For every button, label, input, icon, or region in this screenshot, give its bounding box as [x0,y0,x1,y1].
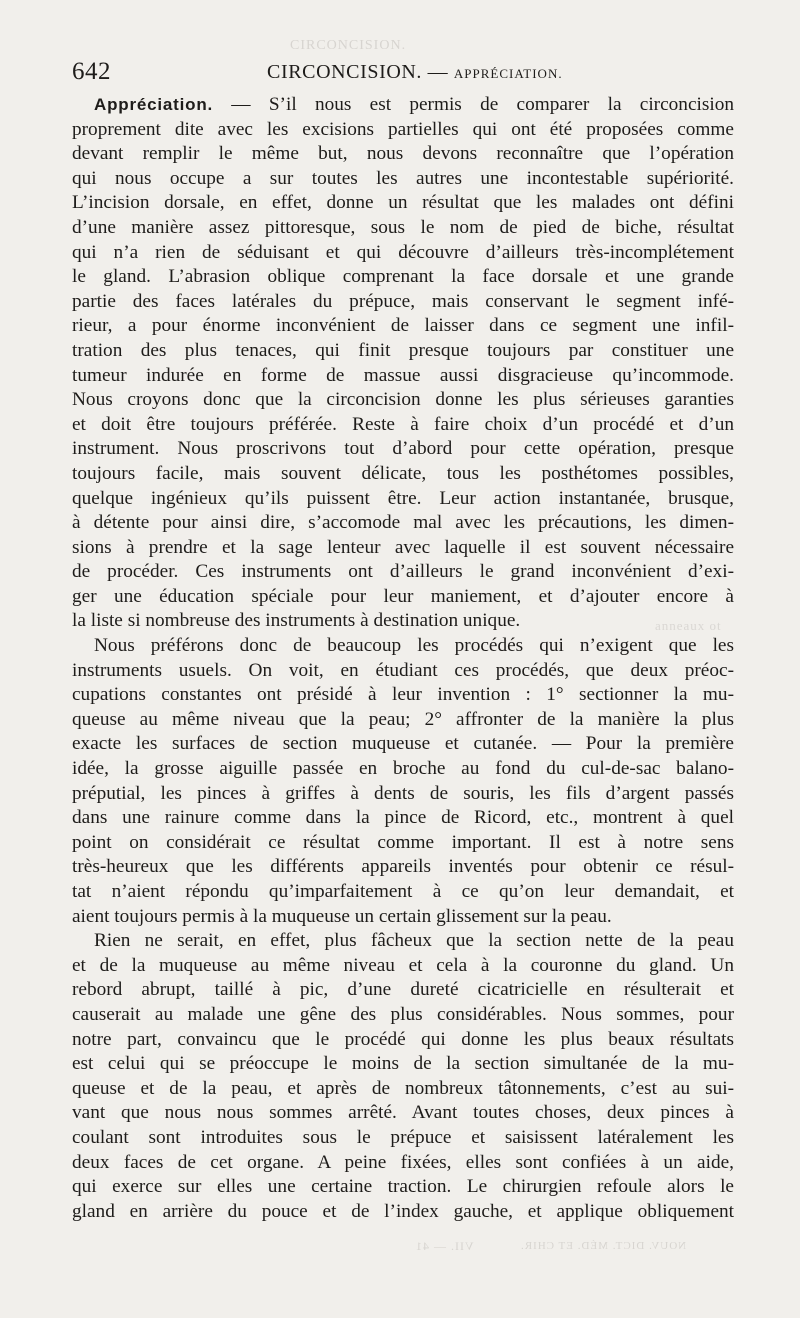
text-line: préputial, les pinces à griffes à dents de souris, les fils d’argent passés [72,782,734,804]
text-line: quelque ingénieux qu’ils puissent être. Leur action instantanée, brusque, [72,487,734,509]
text-line: deux faces de cet organe. A peine fixées, elles sont confiées à un aide, [72,1151,734,1173]
header-title [267,61,563,84]
text-line: L’incision dorsale, en effet, donne un résultat que les malades ont défini [72,192,734,214]
text-line: proprement dite avec les excisions partielles qui ont été proposées comme [72,118,734,140]
text-line: notre part, convaincu que le procédé qui donne les plus beaux résultats [72,1028,734,1050]
text-line: devant remplir le même but, nous devons reconnaître que l’opération [72,143,734,165]
text-line: à détente pour ainsi dire, s’accomode mal avec les précautions, les dimen- [72,512,734,534]
text-line: queuse au même niveau que la peau; 2° affronter de la manière la plus [72,708,734,730]
text-line: très-heureux que les différents appareils inventés pour obtenir ce résul- [72,856,734,878]
text-line: tration des plus tenaces, qui finit presque toujours par constituer une [72,339,734,361]
running-head [72,58,732,88]
text-line: instruments usuels. On voit, en étudiant ces procédés, que deux préoc- [72,659,734,681]
text-line: sions à prendre et la sage lenteur avec laquelle il est souvent nécessaire [72,536,734,558]
text-line: qui exerce sur elles une certaine traction. Le chirurgien refoule alors le [72,1176,734,1198]
text-line: vant que nous nous sommes arrêté. Avant toutes choses, deux pinces à [72,1102,734,1124]
text-line: rebord abrupt, taillé à pic, d’une dureté cicatricielle en résulterait et [72,979,734,1001]
text-line: causerait au malade une gêne des plus considérables. Nous sommes, pour [72,1003,734,1025]
text-line: gland en arrière du pouce et de l’index gauche, et applique obliquement [72,1200,734,1222]
text-line [72,93,734,118]
text-line: queuse et de la peau, et après de nombreux tâtonnements, c’est au sui- [72,1077,734,1099]
text-line: idée, la grosse aiguille passée en broche au fond du cul-de-sac balano- [72,758,734,780]
text-line: et doit être toujours préférée. Reste à faire choix d’un procédé et d’un [72,413,734,435]
text-line: qui n’a rien de séduisant et qui découvre d’ailleurs très-incomplétement [72,241,734,263]
text-line: qui nous occupe a sur toutes les autres une incontestable supériorité. [72,167,734,189]
lead-term: Appréciation. [94,95,214,114]
bleed-through-text-top: CIRCONCISION. [290,38,407,53]
page-number: 642 [72,58,111,85]
text-line: partie des faces latérales du prépuce, mais conservant le segment infé- [72,290,734,312]
text-line: est celui qui se préoccupe le moins de la section simultanée de la mu- [72,1053,734,1075]
text-line: Rien ne serait, en effet, plus fâcheux que la section nette de la peau [94,930,734,952]
text-line-content: — S’il nous est permis de comparer la circoncision [213,94,734,115]
text-line: le gland. L’abrasion oblique comprenant la face dorsale et une grande [72,266,734,288]
text-line: aient toujours permis à la muqueuse un certain glissement sur la peau. [72,905,612,927]
text-line: instrument. Nous proscrivons tout d’abord pour cette opération, presque [72,438,734,460]
text-line: dans une rainure comme dans la pince de Ricord, etc., montrent à quel [72,807,734,829]
text-line: tat n’aient répondu qu’imparfaitement à ce qu’on leur demandait, et [72,881,734,902]
text-line: toujours facile, mais souvent délicate, tous les posthétomes possibles, [72,462,734,484]
text-line: ger une éducation spéciale pour leur maniement, et d’ajouter encore à [72,585,734,607]
text-line: tumeur indurée en forme de massue aussi disgracieuse qu’incommode. [72,364,734,386]
bleed-through-text-bottom: VII. — 41 [415,1239,474,1253]
text-line: Nous croyons donc que la circoncision donne les plus sérieuses garanties [72,389,734,411]
text-line: la liste si nombreuse des instruments à destination unique. [72,610,521,632]
bleed-through-text-middle: anneaux ot [655,618,722,633]
text-line: rieur, a pour énorme inconvénient de laisser dans ce segment une infil- [72,315,734,337]
header-separator: — [427,61,449,83]
text-line: Nous préférons donc de beaucoup les procédés qui n’exigent que les [94,635,734,657]
bleed-through-text-bottom-right: NOUV. DICT. MÉD. ET CHIR. [520,1240,687,1252]
text-line: de procéder. Ces instruments ont d’ailleurs le grand inconvénient d’exi- [72,561,734,583]
text-line: point on considérait ce résultat comme important. Il est à notre sens [72,831,734,853]
text-line: cupations constantes ont présidé à leur invention : 1° sectionner la mu- [72,684,734,706]
text-line: exacte les surfaces de section muqueuse et cutanée. — Pour la première [72,733,734,755]
text-line: d’une manière assez pittoresque, sous le nom de pied de biche, résultat [72,216,734,238]
text-line: coulant sont introduites sous le prépuce et saisissent latéralement les [72,1126,734,1148]
text-line: et de la muqueuse au même niveau et cela à la couronne du gland. Un [72,954,734,976]
body-text [72,93,734,1224]
header-subtitle: APPRÉCIATION. [453,66,563,81]
header-title-main: CIRCONCISION. [267,61,423,83]
